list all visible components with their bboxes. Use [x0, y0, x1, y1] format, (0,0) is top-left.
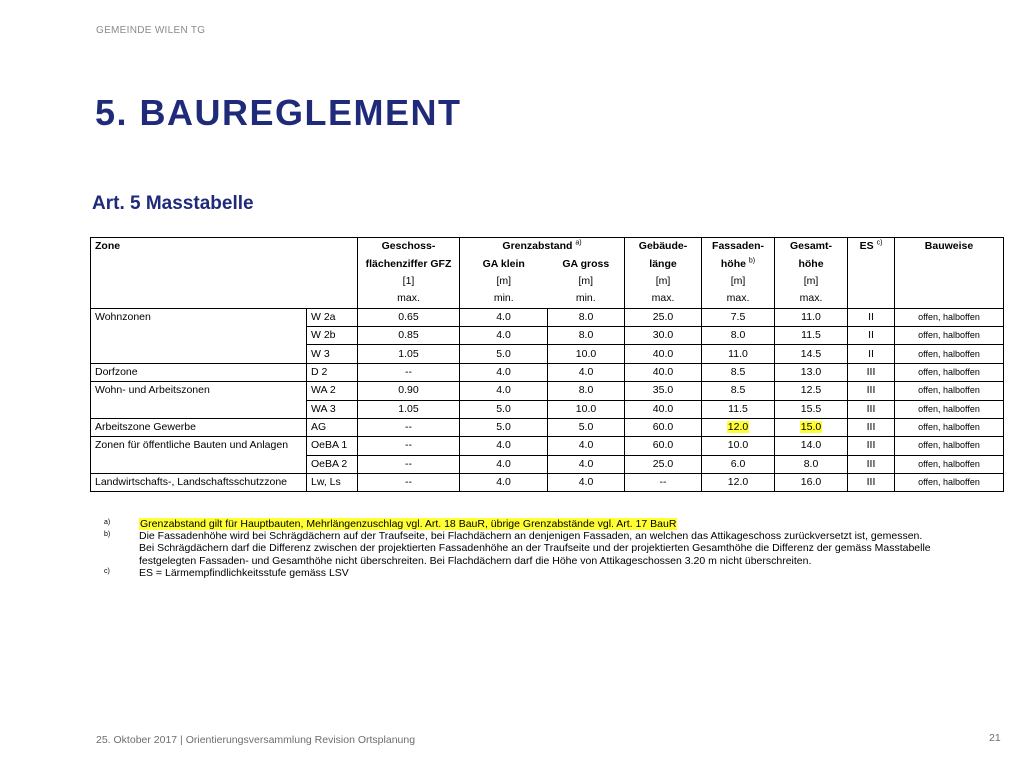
cell-ga-gross: 8.0	[548, 308, 625, 326]
page-subtitle: Art. 5 Masstabelle	[92, 193, 254, 214]
cell-es: III	[848, 382, 895, 400]
cell-es: III	[848, 418, 895, 436]
table-row	[91, 363, 1004, 381]
gfz-unit: [1]	[358, 273, 460, 290]
cell-laenge: --	[625, 474, 702, 492]
cell-fassade: 7.5	[702, 308, 775, 326]
gesamt-header-2: höhe	[775, 255, 848, 272]
cell-ga-gross: 4.0	[548, 363, 625, 381]
table-row	[91, 474, 1004, 492]
cell-ga-klein: 4.0	[460, 437, 548, 455]
footnote-a-mark: a)	[104, 519, 111, 526]
fassade-header-2	[702, 255, 775, 272]
cell-gfz: --	[358, 455, 460, 473]
cell-fassade	[702, 418, 775, 436]
footnote-c-mark: c)	[104, 567, 110, 575]
cell-es: III	[848, 455, 895, 473]
bauweise-header: Bauweise	[895, 238, 1004, 309]
zone-code: OeBA 2	[307, 455, 358, 473]
cell-gesamt: 15.5	[775, 400, 848, 418]
zone-header: Zone	[91, 238, 358, 309]
fassade-limit: max.	[702, 290, 775, 308]
gesamt-limit: max.	[775, 290, 848, 308]
cell-gesamt: 8.0	[775, 455, 848, 473]
page-title: 5. BAUREGLEMENT	[95, 92, 462, 133]
cell-ga-klein: 5.0	[460, 400, 548, 418]
cell-gfz: 0.90	[358, 382, 460, 400]
gfz-header: Geschoss-	[358, 238, 460, 256]
cell-gesamt: 13.0	[775, 363, 848, 381]
cell-bauweise: offen, halboffen	[895, 437, 1004, 455]
ga-gross-unit: [m]	[548, 273, 625, 290]
cell-ga-gross: 4.0	[548, 474, 625, 492]
zone-code: W 3	[307, 345, 358, 363]
footnote-a-text	[139, 518, 984, 530]
laenge-header-2: länge	[625, 255, 702, 272]
footnote-b-text	[139, 530, 984, 567]
highlighted-value: 12.0	[727, 421, 749, 434]
cell-gfz: 0.85	[358, 326, 460, 344]
cell-fassade: 8.0	[702, 326, 775, 344]
footer-date-event: 25. Oktober 2017 | Orientierungsversammlung Revision Ortsplanung	[96, 734, 416, 746]
footnote-b-mark: b)	[104, 531, 111, 539]
cell-ga-klein: 4.0	[460, 363, 548, 381]
cell-gesamt: 12.5	[775, 382, 848, 400]
zone-code: W 2a	[307, 308, 358, 326]
cell-bauweise: offen, halboffen	[895, 326, 1004, 344]
footnote-ref-c: c)	[876, 239, 883, 247]
cell-ga-klein: 4.0	[460, 455, 548, 473]
footnote-c	[104, 567, 984, 579]
es-header	[848, 238, 895, 309]
cell-bauweise: offen, halboffen	[895, 474, 1004, 492]
cell-ga-gross: 8.0	[548, 326, 625, 344]
cell-es: III	[848, 363, 895, 381]
cell-laenge: 35.0	[625, 382, 702, 400]
cell-bauweise: offen, halboffen	[895, 308, 1004, 326]
cell-gesamt: 11.0	[775, 308, 848, 326]
gfz-header-2: flächenziffer GFZ	[358, 255, 460, 272]
cell-ga-gross: 4.0	[548, 455, 625, 473]
cell-bauweise: offen, halboffen	[895, 363, 1004, 381]
page-number: 21	[989, 732, 1001, 744]
cell-ga-gross: 5.0	[548, 418, 625, 436]
footnotes	[104, 518, 984, 579]
zone-code: D 2	[307, 363, 358, 381]
cell-fassade: 10.0	[702, 437, 775, 455]
cell-es: II	[848, 308, 895, 326]
cell-bauweise: offen, halboffen	[895, 382, 1004, 400]
footnote-ref-b: b)	[748, 257, 756, 265]
cell-ga-gross: 10.0	[548, 400, 625, 418]
fassade-header: Fassaden-	[702, 238, 775, 256]
zone-code: W 2b	[307, 326, 358, 344]
cell-bauweise: offen, halboffen	[895, 400, 1004, 418]
cell-gfz: --	[358, 437, 460, 455]
footnote-c-text: ES = Lärmempfindlichkeitsstufe gemäss LSV	[139, 566, 349, 579]
cell-es: II	[848, 345, 895, 363]
cell-laenge: 60.0	[625, 437, 702, 455]
cell-gfz: --	[358, 474, 460, 492]
zone-code: WA 2	[307, 382, 358, 400]
zone-code: OeBA 1	[307, 437, 358, 455]
mass-table	[90, 237, 1004, 492]
footnote-b-text-1: Die Fassadenhöhe wird bei Schrägdächern auf der Traufseite, bei Flachdächern an denjenigen Fassaden, an welchen das Attikageschoss zurückversetzt ist, gemessen.	[139, 530, 923, 543]
ga-klein-header: GA klein	[460, 255, 548, 272]
fassade-label: höhe	[720, 257, 746, 270]
cell-gfz: 1.05	[358, 345, 460, 363]
laenge-header: Gebäude-	[625, 238, 702, 256]
cell-gfz: 1.05	[358, 400, 460, 418]
cell-gesamt: 14.0	[775, 437, 848, 455]
gesamt-header: Gesamt-	[775, 238, 848, 256]
cell-fassade: 8.5	[702, 363, 775, 381]
cell-es: III	[848, 437, 895, 455]
cell-laenge: 25.0	[625, 308, 702, 326]
table-row	[91, 308, 1004, 326]
cell-bauweise: offen, halboffen	[895, 418, 1004, 436]
cell-ga-gross: 10.0	[548, 345, 625, 363]
ga-gross-header: GA gross	[548, 255, 625, 272]
gesamt-unit: [m]	[775, 273, 848, 290]
cell-es: III	[848, 400, 895, 418]
cell-ga-klein: 5.0	[460, 345, 548, 363]
highlighted-value: 15.0	[800, 421, 822, 434]
cell-fassade: 6.0	[702, 455, 775, 473]
cell-gesamt: 11.5	[775, 326, 848, 344]
ga-gross-limit: min.	[548, 290, 625, 308]
cell-fassade: 11.0	[702, 345, 775, 363]
cell-laenge: 25.0	[625, 455, 702, 473]
zone-group-label: Zonen für öffentliche Bauten und Anlagen	[91, 437, 307, 474]
cell-ga-klein: 4.0	[460, 308, 548, 326]
cell-ga-klein: 4.0	[460, 326, 548, 344]
cell-gfz: --	[358, 363, 460, 381]
organization-label: GEMEINDE WILEN TG	[96, 25, 206, 36]
cell-es: II	[848, 326, 895, 344]
footnote-a-highlight: Grenzabstand gilt für Hauptbauten, Mehrlängenzuschlag vgl. Art. 18 BauR, übrige Grenzabstände vgl. Art. 17 BauR	[140, 518, 677, 530]
header-row-1	[91, 238, 1004, 256]
table-row	[91, 437, 1004, 455]
ga-klein-limit: min.	[460, 290, 548, 308]
cell-gesamt: 14.5	[775, 345, 848, 363]
footnote-b-text-2: Bei Schrägdächern darf die Differenz zwischen der projektierten Fassadenhöhe an der Traufseite und der projektierten Gesamthöhe die Differenz der gemäss Masstabelle festgelegten Fassaden- und Gesamthöhe nicht überschreiten. Bei Flachdächern darf die Höhe von Attikageschossen 3.20 m nicht überschreiten.	[139, 542, 931, 567]
fassade-unit: [m]	[702, 273, 775, 290]
cell-gesamt	[775, 418, 848, 436]
es-label: ES	[859, 240, 874, 252]
footnote-b	[104, 530, 984, 567]
zone-group-label: Landwirtschafts-, Landschaftsschutzzone	[91, 474, 307, 492]
gfz-limit: max.	[358, 290, 460, 308]
zone-group-label: Wohn- und Arbeitszonen	[91, 382, 307, 419]
cell-ga-klein: 4.0	[460, 474, 548, 492]
cell-laenge: 30.0	[625, 326, 702, 344]
grenzabstand-header	[460, 238, 625, 256]
zone-group-label: Wohnzonen	[91, 308, 307, 363]
zone-code: Lw, Ls	[307, 474, 358, 492]
cell-laenge: 40.0	[625, 363, 702, 381]
table-row	[91, 382, 1004, 400]
cell-bauweise: offen, halboffen	[895, 345, 1004, 363]
cell-ga-gross: 8.0	[548, 382, 625, 400]
cell-gesamt: 16.0	[775, 474, 848, 492]
cell-fassade: 11.5	[702, 400, 775, 418]
zone-group-label: Arbeitszone Gewerbe	[91, 418, 307, 436]
cell-laenge: 40.0	[625, 345, 702, 363]
footnote-a	[104, 518, 984, 530]
zone-group-label: Dorfzone	[91, 363, 307, 381]
laenge-limit: max.	[625, 290, 702, 308]
laenge-unit: [m]	[625, 273, 702, 290]
zone-code: AG	[307, 418, 358, 436]
cell-ga-gross: 4.0	[548, 437, 625, 455]
cell-gfz: --	[358, 418, 460, 436]
cell-bauweise: offen, halboffen	[895, 455, 1004, 473]
table-row	[91, 418, 1004, 436]
cell-gfz: 0.65	[358, 308, 460, 326]
cell-fassade: 12.0	[702, 474, 775, 492]
cell-ga-klein: 5.0	[460, 418, 548, 436]
zone-code: WA 3	[307, 400, 358, 418]
cell-laenge: 40.0	[625, 400, 702, 418]
ga-klein-unit: [m]	[460, 273, 548, 290]
cell-fassade: 8.5	[702, 382, 775, 400]
grenzabstand-label: Grenzabstand	[502, 240, 573, 253]
footnote-ref-a: a)	[575, 239, 582, 247]
cell-laenge: 60.0	[625, 418, 702, 436]
cell-es: III	[848, 474, 895, 492]
cell-ga-klein: 4.0	[460, 382, 548, 400]
